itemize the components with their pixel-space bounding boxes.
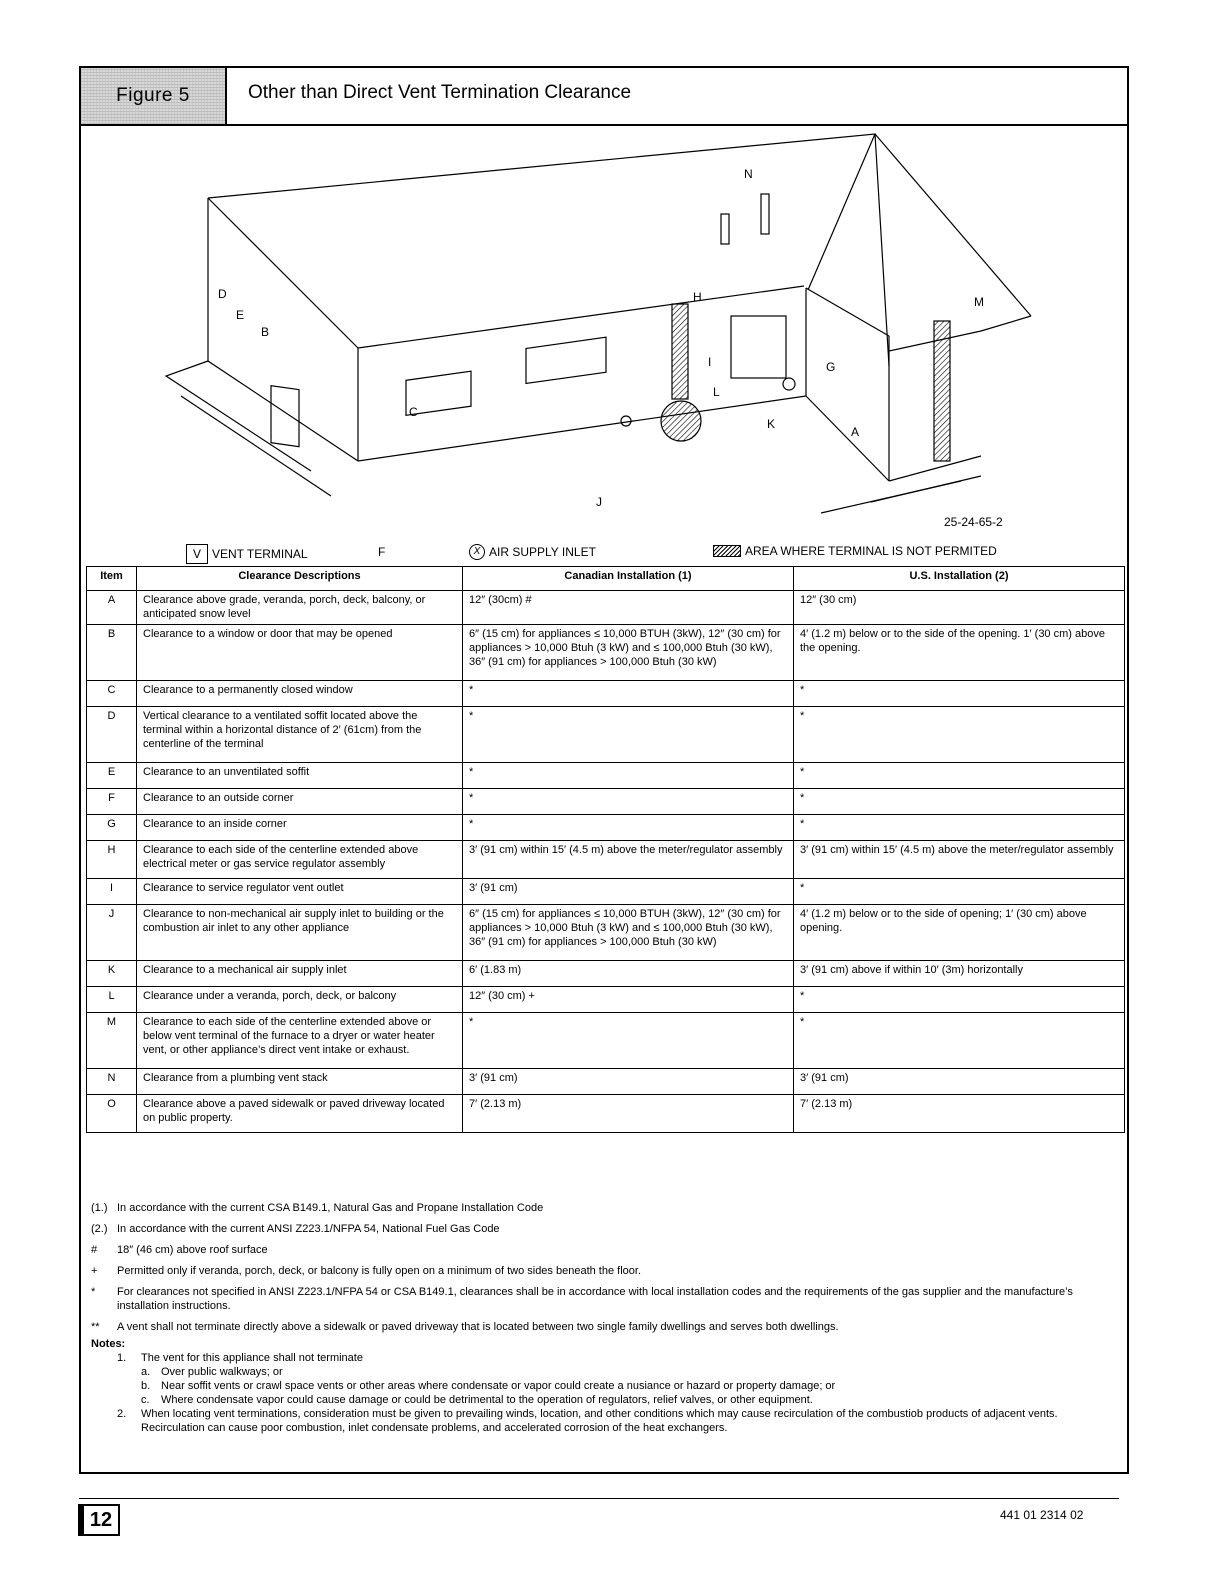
dim-c-label: C (409, 405, 418, 419)
cell-item: N (87, 1069, 137, 1095)
figure-frame (79, 66, 1129, 1474)
cell-item: O (87, 1095, 137, 1133)
cell-canadian: 3′ (91 cm) (463, 879, 794, 905)
cell-us: * (794, 763, 1125, 789)
cell-us: * (794, 1013, 1125, 1069)
cell-description: Clearance to a permanently closed window (137, 681, 463, 707)
table-row (87, 961, 1125, 987)
dim-i-label: I (708, 355, 712, 369)
header-canadian: Canadian Installation (1) (463, 567, 794, 591)
cell-us: 4′ (1.2 m) below or to the side of the opening. 1′ (30 cm) above the opening. (794, 625, 1125, 681)
cell-canadian: 6″ (15 cm) for appliances ≤ 10,000 BTUH (3kW), 12″ (30 cm) for appliances > 10,000 Btuh (3 kW) and ≤ 100,000 Btuh (30 kW), 36″ (91 cm) for appliances > 100,000 Btuh (30 kW) (463, 905, 794, 961)
table-header-row (87, 567, 1125, 591)
notes-heading: Notes: (91, 1338, 126, 1350)
subitem-text: Where condensate vapor could cause damage or could be detrimental to the operation of regulators, relief valves, or other equipment. (161, 1394, 813, 1406)
dim-k-label: K (767, 417, 776, 431)
header-item: Item (87, 567, 137, 591)
cell-us: * (794, 681, 1125, 707)
footnote (91, 1222, 1116, 1236)
dim-j-label: J (596, 495, 602, 509)
footnote (91, 1285, 1116, 1313)
table-row (87, 763, 1125, 789)
footnote (91, 1201, 1116, 1215)
cell-item: M (87, 1013, 137, 1069)
cell-item: D (87, 707, 137, 763)
vent-symbol: V (186, 544, 208, 564)
note-text: The vent for this appliance shall not terminate (141, 1352, 363, 1364)
footnote (91, 1320, 1116, 1334)
hatch-swatch (713, 545, 741, 557)
note-subitem (141, 1393, 1116, 1407)
cell-item: J (87, 905, 137, 961)
house-diagram (81, 126, 1127, 571)
cell-description: Clearance to a window or door that may be opened (137, 625, 463, 681)
footnote (91, 1264, 1116, 1278)
cell-canadian: * (463, 707, 794, 763)
figure-header (81, 68, 1127, 126)
footnote-key: * (91, 1286, 96, 1298)
cell-item: G (87, 815, 137, 841)
cell-canadian: * (463, 681, 794, 707)
footnote-text: In accordance with the current ANSI Z223.1/NFPA 54, National Fuel Gas Code (117, 1223, 500, 1235)
dim-n-label: N (744, 167, 753, 181)
cell-us: 4′ (1.2 m) below or to the side of opening; 1′ (30 cm) above opening. (794, 905, 1125, 961)
note-item (117, 1351, 1116, 1365)
cell-canadian: 3′ (91 cm) (463, 1069, 794, 1095)
cell-description: Clearance to a mechanical air supply inlet (137, 961, 463, 987)
dim-g-label: G (826, 360, 836, 374)
cell-us: * (794, 789, 1125, 815)
cell-canadian: 6′ (1.83 m) (463, 961, 794, 987)
footnote-key: # (91, 1244, 98, 1256)
table-row (87, 815, 1125, 841)
subitem-text: Near soffit vents or crawl space vents or other areas where condensate or vapor could create a nusiance or hazard or property damage; or (161, 1380, 836, 1392)
cell-us: * (794, 707, 1125, 763)
legend-vent (186, 544, 308, 564)
subitem-key: c. (141, 1394, 150, 1406)
cell-us: 3′ (91 cm) within 15′ (4.5 m) above the meter/regulator assembly (794, 841, 1125, 879)
cell-description: Vertical clearance to a ventilated soffit located above the terminal within a horizontal distance of 2′ (61cm) from the centerline of the terminal (137, 707, 463, 763)
cell-description: Clearance above grade, veranda, porch, deck, balcony, or anticipated snow level (137, 591, 463, 625)
cell-us: * (794, 879, 1125, 905)
legend-air (469, 544, 596, 560)
subitem-text: Over public walkways; or (161, 1366, 283, 1378)
table-row (87, 1095, 1125, 1133)
table-row (87, 681, 1125, 707)
cell-canadian: * (463, 815, 794, 841)
cell-description: Clearance to service regulator vent outlet (137, 879, 463, 905)
cell-item: H (87, 841, 137, 879)
table-row (87, 879, 1125, 905)
cell-description: Clearance to non-mechanical air supply inlet to building or the combustion air inlet to any other appliance (137, 905, 463, 961)
air-inlet-symbol: X (469, 544, 485, 560)
table-row (87, 987, 1125, 1013)
drawing-code: 25-24-65-2 (944, 515, 1003, 529)
figure-label: Figure 5 (116, 85, 190, 106)
legend-hatch (713, 544, 997, 558)
cell-item: F (87, 789, 137, 815)
dim-f-label: F (378, 545, 386, 559)
footnote-text: 18″ (46 cm) above roof surface (117, 1244, 268, 1256)
note-subitem (141, 1365, 1116, 1379)
cell-description: Clearance from a plumbing vent stack (137, 1069, 463, 1095)
footnote-key: + (91, 1265, 98, 1277)
footnote (91, 1243, 1116, 1257)
table-row (87, 789, 1125, 815)
cell-canadian: 12″ (30cm) # (463, 591, 794, 625)
table-row (87, 1069, 1125, 1095)
cell-description: Clearance to an outside corner (137, 789, 463, 815)
cell-us: 12″ (30 cm) (794, 591, 1125, 625)
cell-item: I (87, 879, 137, 905)
legend-hatch-label: AREA WHERE TERMINAL IS NOT PERMITED (745, 544, 997, 558)
table-row (87, 625, 1125, 681)
cell-canadian: 12″ (30 cm) + (463, 987, 794, 1013)
cell-description: Clearance to an unventilated soffit (137, 763, 463, 789)
table-row (87, 905, 1125, 961)
footnote-text: A vent shall not terminate directly above a sidewalk or paved driveway that is located between two single family dwellings and serves both dwellings. (117, 1321, 839, 1333)
subitem-key: a. (141, 1366, 151, 1378)
subitem-key: b. (141, 1380, 151, 1392)
cell-us: 3′ (91 cm) above if within 10′ (3m) horizontally (794, 961, 1125, 987)
legend-air-label: AIR SUPPLY INLET (489, 545, 596, 559)
cell-canadian: 3′ (91 cm) within 15′ (4.5 m) above the meter/regulator assembly (463, 841, 794, 879)
table-row (87, 841, 1125, 879)
cell-item: A (87, 591, 137, 625)
cell-us: * (794, 987, 1125, 1013)
cell-us: * (794, 815, 1125, 841)
cell-canadian: * (463, 763, 794, 789)
footnote-key: ** (91, 1321, 100, 1333)
footer-rule (79, 1498, 1119, 1499)
figure-title: Other than Direct Vent Termination Clearance (248, 82, 632, 103)
note-subitem (141, 1379, 1116, 1393)
note-text: When locating vent terminations, consideration must be given to prevailing winds, location, and other conditions which may cause recirculation of the combustiob products of adjacent vents. Recirculation can cause poor combustion, inlet condensate problems, and accelerated corrosion of the heat exchangers. (141, 1408, 1058, 1434)
footnote-text: In accordance with the current CSA B149.1, Natural Gas and Propane Installation Code (117, 1202, 544, 1214)
cell-item: K (87, 961, 137, 987)
footnote-key: (2.) (91, 1223, 108, 1235)
cell-canadian: 7′ (2.13 m) (463, 1095, 794, 1133)
table-row (87, 591, 1125, 625)
header-us: U.S. Installation (2) (794, 567, 1125, 591)
cell-us: 7′ (2.13 m) (794, 1095, 1125, 1133)
footnote-key: (1.) (91, 1202, 108, 1214)
cell-item: C (87, 681, 137, 707)
cell-item: E (87, 763, 137, 789)
dim-a-label: A (851, 425, 860, 439)
dim-h-label: H (693, 290, 702, 304)
cell-description: Clearance to each side of the centerline extended above or below vent terminal of the furnace to a dryer or water heater vent, or other appliance’s direct vent intake or exhaust. (137, 1013, 463, 1069)
note-number: 2. (117, 1408, 127, 1420)
header-description: Clearance Descriptions (137, 567, 463, 591)
note-number: 1. (117, 1352, 127, 1364)
clearance-table (86, 566, 1125, 1133)
dim-m-label: M (974, 295, 984, 309)
cell-canadian: 6″ (15 cm) for appliances ≤ 10,000 BTUH (3kW), 12″ (30 cm) for appliances > 10,000 Btuh (3 kW) and ≤ 100,000 Btuh (30 kW), 36″ (91 cm) for appliances > 100,000 Btuh (30 kW) (463, 625, 794, 681)
footnote-text: Permitted only if veranda, porch, deck, or balcony is fully open on a minimum of two sides beneath the floor. (117, 1265, 641, 1277)
figure-label-box (81, 68, 227, 124)
cell-canadian: * (463, 789, 794, 815)
dim-e-label: E (236, 308, 245, 322)
cell-description: Clearance to each side of the centerline extended above electrical meter or gas service regulator assembly (137, 841, 463, 879)
cell-description: Clearance to an inside corner (137, 815, 463, 841)
cell-description: Clearance under a veranda, porch, deck, or balcony (137, 987, 463, 1013)
cell-us: 3′ (91 cm) (794, 1069, 1125, 1095)
dim-l-label: L (713, 385, 720, 399)
cell-item: L (87, 987, 137, 1013)
table-row (87, 707, 1125, 763)
document-number: 441 01 2314 02 (1000, 1508, 1084, 1522)
footnote-text: For clearances not specified in ANSI Z223.1/NFPA 54 or CSA B149.1, clearances shall be in accordance with local installation codes and the requirements of the gas supplier and the manufacture’s installation instructions. (117, 1286, 1073, 1312)
footnotes (91, 1201, 1116, 1435)
dim-b-label: B (261, 325, 270, 339)
note-item (117, 1407, 1116, 1435)
table-row (87, 1013, 1125, 1069)
legend-vent-label: VENT TERMINAL (212, 547, 308, 561)
cell-canadian: * (463, 1013, 794, 1069)
dim-d-label: D (218, 287, 227, 301)
page-number: 12 (82, 1504, 120, 1536)
cell-description: Clearance above a paved sidewalk or paved driveway located on public property. (137, 1095, 463, 1133)
cell-item: B (87, 625, 137, 681)
